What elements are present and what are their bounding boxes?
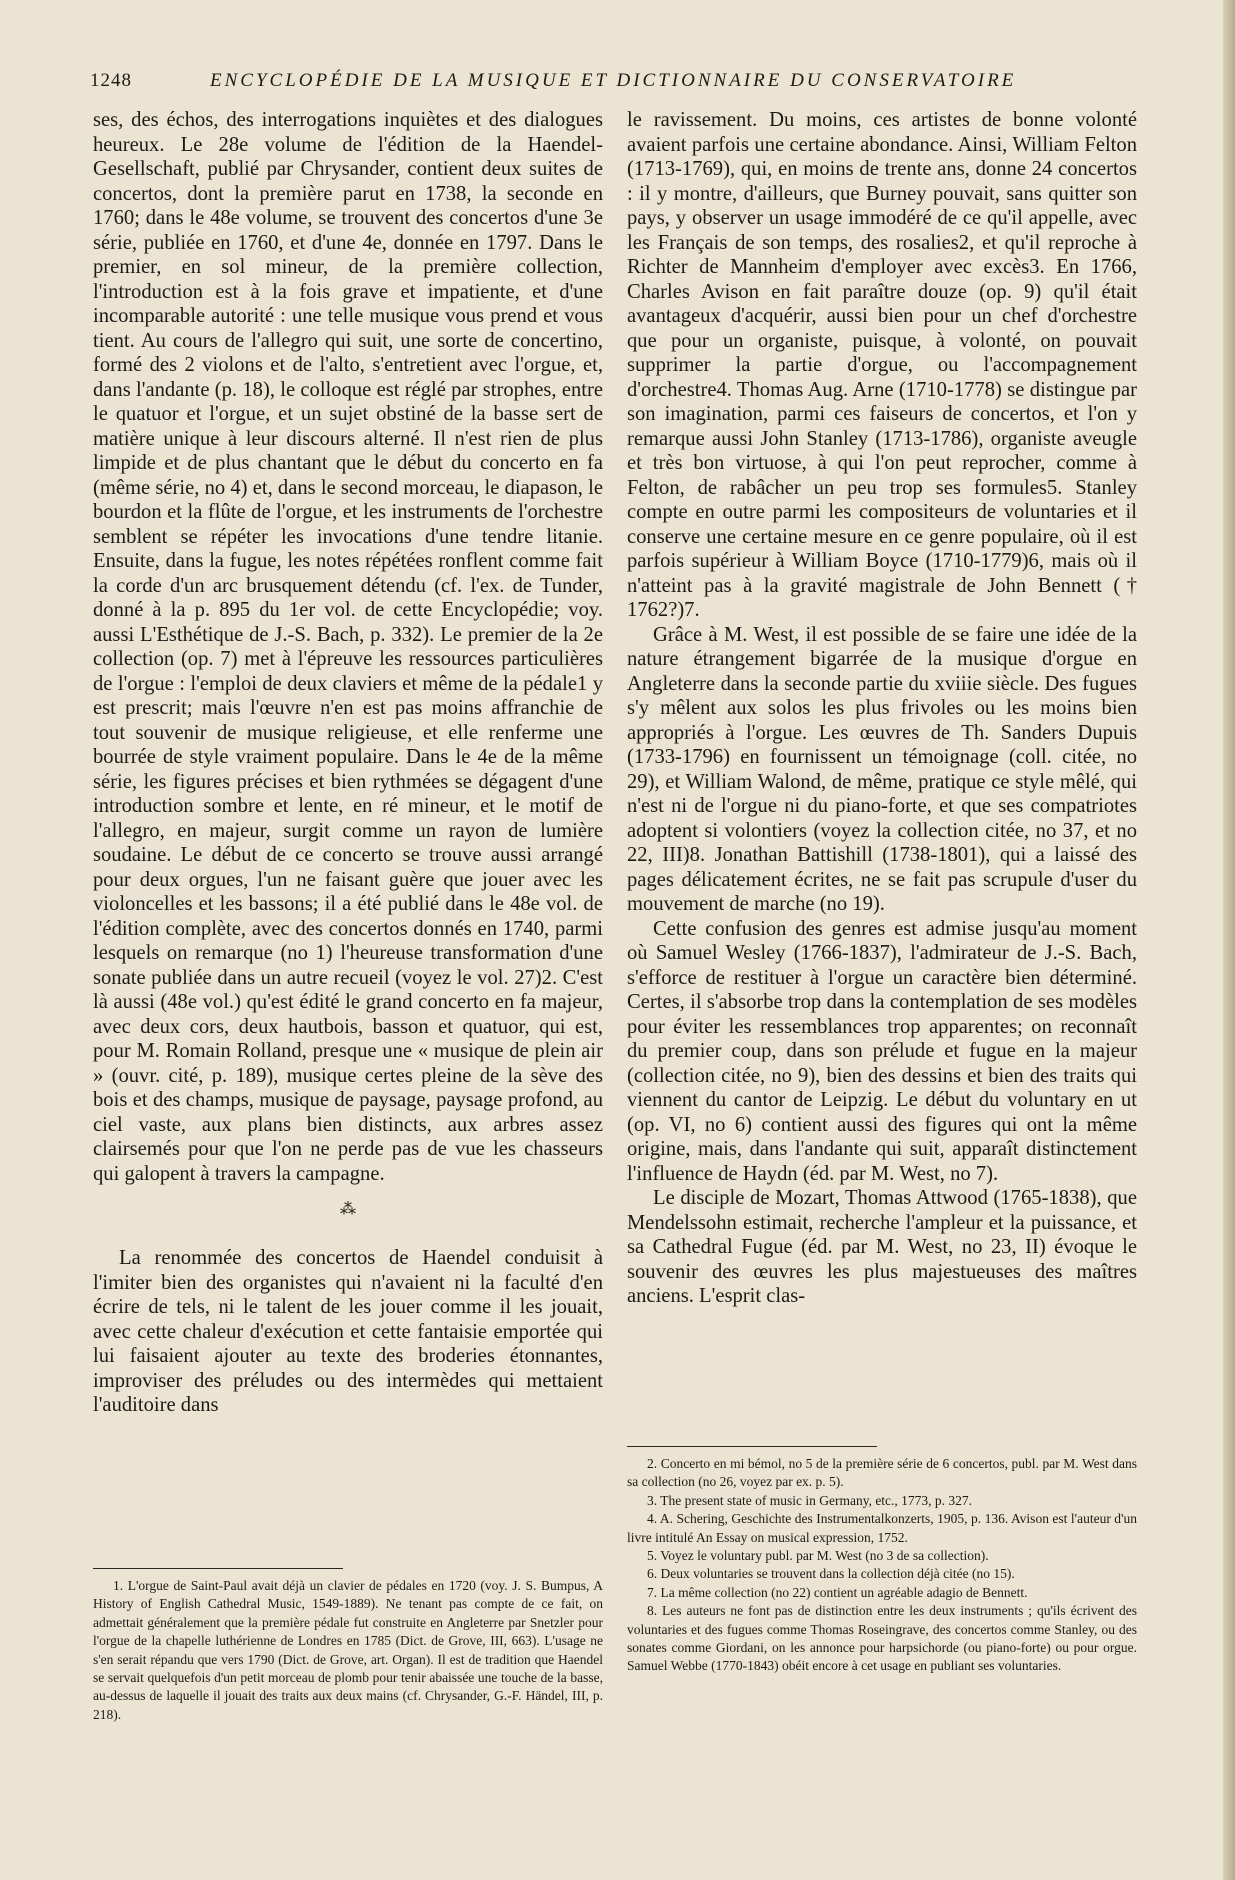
running-header: ENCYCLOPÉDIE DE LA MUSIQUE ET DICTIONNAIRE DU CONSERVATOIRE	[210, 70, 1017, 91]
footnote: 1. L'orgue de Saint-Paul avait déjà un clavier de pédales en 1720 (voy. J. S. Bumpus, A History of English Cathedral Music, 1549-1889). Ne tenant pas compte de ce fait, on admettait généralement que la première pédale fut construite en Angleterre par Snetzler pour l'orgue de la chapelle luthérienne de Londres en 1785 (Dict. de Grove, III, 663). L'usage ne s'en serait répandu que vers 1790 (Dict. de Grove, art. Organ). Il est de tradition que Haendel se servait quelquefois d'un petit morceau de plomb pour tenir abaissée une touche de la basse, au-dessus de laquelle il jouait des traits aux deux mains (cf. Chrysander, G.-F. Händel, III, p. 218).	[93, 1578, 603, 1722]
footnote: 5. Voyez le voluntary publ. par M. West (no 3 de sa collection).	[647, 1548, 989, 1564]
footnotes-right	[627, 1446, 1137, 1676]
footnote-rule	[93, 1568, 343, 1569]
footnote: 4. A. Schering, Geschichte des Instrumentalkonzerts, 1905, p. 136. Avison est l'auteur d'un livre intitulé An Essay on musical expression, 1752.	[627, 1511, 1137, 1545]
right-column	[627, 108, 1137, 1309]
footnote: 3. The present state of music in Germany, etc., 1773, p. 327.	[647, 1492, 973, 1508]
paragraph: Grâce à M. West, il est possible de se faire une idée de la nature étrangement bigarrée de la musique d'orgue en Angleterre dans la seconde partie du xviiie siècle. Des fugues s'y mêlent aux solos les plus frivoles ou les moins bien appropriés à l'orgue. Les œuvres de Th. Sanders Dupuis (1733-1796) en fournissent un témoignage (coll. citée, no 29), et William Walond, de même, pratique ce style mêlé, qui n'est ni de l'orgue ni du piano-forte, et que ses compatriotes adoptent si volontiers (voyez la collection citée, no 37, et no 22, III)8. Jonathan Battishill (1738-1801), qui a laissé des pages délicatement écrites, ne se fait pas scrupule d'user du mouvement de marche (no 19).	[627, 623, 1137, 915]
page-number: 1248	[90, 70, 132, 91]
paragraph: Le disciple de Mozart, Thomas Attwood (1765-1838), que Mendelssohn estimait, recherche l'ampleur et la puissance, et sa Cathedral Fugue (éd. par M. West, no 23, II) évoque le souvenir des œuvres les plus majestueuses des maîtres anciens. L'esprit clas-	[627, 1187, 1137, 1307]
paragraph: le ravissement. Du moins, ces artistes de bonne volonté avaient parfois une certaine abondance. Ainsi, William Felton (1713-1769), qui, en moins de trente ans, donne 24 concertos : il y montre, d'ailleurs, que Burney pouvait, sans quitter son pays, y observer un usage immodéré de ce qu'il appelle, avec les Français de son temps, des rosalies2, et qu'il reproche à Richter de Mannheim d'employer avec excès3. En 1766, Charles Avison en fait paraître douze (op. 9) qu'il était avantageux d'acquérir, aussi bien pour un chef d'orchestre que pour un organiste, puisque, à volonté, on pouvait supprimer la partie d'orgue, ou l'accompagnement d'orchestre4. Thomas Aug. Arne (1710-1778) se distingue par son imagination, parmi ces faiseurs de concertos, et l'on y remarque aussi John Stanley (1713-1786), organiste aveugle et très bon virtuose, à qui l'on peut reprocher, comme à Felton, de rabâcher un peu trop ses formules5. Stanley compte en outre parmi les compositeurs de voluntaries et il conserve une certaine mesure en ce genre populaire, où il est parfois supérieur à William Boyce (1710-1779)6, mais où il n'atteint pas à la gravité magistrale de John Bennett († 1762?)7.	[627, 109, 1137, 621]
section-separator: ⁂	[340, 1201, 356, 1218]
paragraph: ses, des échos, des interrogations inquiètes et des dialogues heureux. Le 28e volume de l'édition de la Haendel-Gesellschaft, publié par Chrysander, contient deux suites de concertos, dont la première parut en 1738, la seconde en 1760; dans le 48e volume, se trouvent des concertos d'une 3e série, publiée en 1760, et d'une 4e, donnée en 1797. Dans le premier, en sol mineur, de la première collection, l'introduction est à la fois grave et impatiente, et d'une incomparable autorité : une telle musique vous prend et vous tient. Au cours de l'allegro qui suit, une sorte de concertino, formé des 2 violons et de l'alto, s'entretient avec l'orgue, et, dans l'andante (p. 18), le colloque est réglé par strophes, entre le quatuor et l'orgue, et un sujet obstiné de la basse sert de matière unique à leur discours alterné. Il n'est rien de plus limpide et de plus chantant que le début du concerto en fa (même série, no 4) et, dans le second morceau, le diapason, le bourdon et la flûte de l'orgue, et les instruments de l'orchestre semblent se répéter les invocations d'une tendre litanie. Ensuite, dans la fugue, les notes répétées ronflent comme fait la corde d'un arc brusquement détendu (cf. l'ex. de Tunder, donné à la p. 895 du 1er vol. de cette Encyclopédie; voy. aussi L'Esthétique de J.-S. Bach, p. 332). Le premier de la 2e collection (op. 7) met à l'épreuve les ressources particulières de l'orgue : l'emploi de deux claviers et même de la pédale1 y est prescrit; mais l'œuvre n'en est pas moins affranchie de tout souvenir de musique religieuse, et elle renferme une bourrée de style vraiment populaire. Dans le 4e de la même série, les figures précises et bien rythmées se dégagent d'une introduction sombre et lente, en ré mineur, et le motif de l'allegro, en majeur, surgit comme un rayon de lumière soudaine. Le début de ce concerto se trouve aussi arrangé pour deux orgues, l'un ne faisant guère que jouer avec les violoncelles et les bassons; il a été publié dans le 48e vol. de l'édition complète, avec des concertos donnés en 1740, parmi lesquels on remarque (no 1) l'heureuse transformation d'une sonate publiée dans un autre recueil (voyez le vol. 27)2. C'est là aussi (48e vol.) qu'est édité le grand concerto en fa majeur, avec deux cors, deux hautbois, basson et quatuor, qui est, pour M. Romain Rolland, presque une « musique de plein air » (ouvr. cité, p. 189), musique certes pleine de la sève des bois et des champs, musique de paysage, paysage profond, au ciel vaste, aux plans bien distincts, aux arbres assez clairsemés pour que l'on ne perde pas de vue les chasseurs qui galopent à travers la campagne.	[93, 109, 603, 1185]
left-column	[93, 108, 603, 1418]
footnote: 7. La même collection (no 22) contient un agréable adagio de Bennett.	[647, 1584, 1028, 1600]
paragraph: La renommée des concertos de Haendel conduisit à l'imiter bien des organistes qui n'avaient ni la faculté d'en écrire de tels, ni le talent de les jouer comme il les jouait, avec cette chaleur d'exécution et cette fantaisie emportée qui lui faisaient ajouter au texte des broderies étonnantes, improviser des préludes ou des intermèdes qui mettaient l'auditoire dans	[93, 1247, 603, 1416]
footnote: 8. Les auteurs ne font pas de distinction entre les deux instruments ; qu'ils écrivent des voluntaries et des fugues comme Thomas Roseingrave, des concertos comme Stanley, ou des sonates comme Giordani, on les annonce pour harpsichorde (ou piano-forte) ou pour orgue. Samuel Webbe (1770-1843) obéit encore à cet usage en publiant ses voluntaries.	[627, 1603, 1137, 1674]
footnote-rule	[627, 1446, 877, 1447]
footnote: 2. Concerto en mi bémol, no 5 de la première série de 6 concertos, publ. par M. West dans sa collection (no 26, voyez par ex. p. 5).	[627, 1456, 1137, 1490]
page-edge	[1223, 0, 1235, 1880]
paragraph: Cette confusion des genres est admise jusqu'au moment où Samuel Wesley (1766-1837), l'admirateur de J.-S. Bach, s'efforce de restituer à l'orgue un caractère bien déterminé. Certes, il s'absorbe trop dans la contemplation de ses modèles pour éviter les ressemblances trop apparentes; on reconnaît du premier coup, dans son prélude et fugue en la majeur (collection citée, no 9), bien des dessins et bien des traits qui viennent du cantor de Leipzig. Le début du voluntary en ut (op. VI, no 6) contient aussi des figures qui ont la même origine, mais, dans l'andante qui suit, apparaît distinctement l'influence de Haydn (éd. par M. West, no 7).	[627, 917, 1137, 1185]
footnotes-left	[93, 1568, 603, 1724]
footnote: 6. Deux voluntaries se trouvent dans la collection déjà citée (no 15).	[647, 1566, 1015, 1582]
